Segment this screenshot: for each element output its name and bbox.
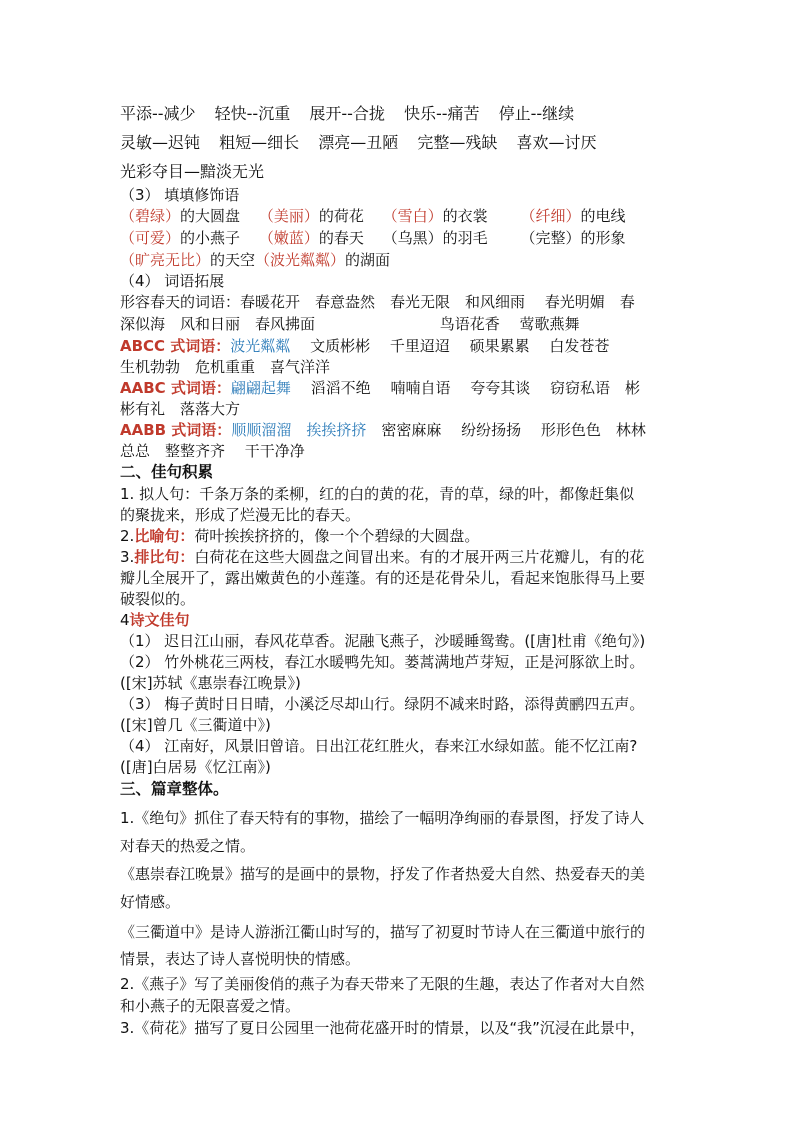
antonym-line-3: 光彩夺目—黯淡无光 xyxy=(120,162,265,181)
antonym-pair: 喜欢—讨厌 xyxy=(516,133,597,152)
section-3-title: 三、篇章整体。 xyxy=(120,780,229,798)
antonym-pair: 平添--减少 xyxy=(120,104,196,123)
modifier-word: （波光粼粼） xyxy=(255,251,346,269)
aabc-example: 翩翩起舞 xyxy=(230,379,291,397)
metaphor-line xyxy=(120,526,479,546)
personification-line-1 xyxy=(120,484,634,504)
abcc-label: ABCC 式词语： xyxy=(120,337,231,355)
antonym-pair: 快乐--痛苦 xyxy=(403,104,480,123)
modifier-noun: 的衣裳 xyxy=(442,207,488,225)
abcc-line-1 xyxy=(120,336,609,356)
antonym-pair: 展开--合拢 xyxy=(309,104,385,123)
parallelism-line-3: 破裂似的。 xyxy=(120,590,196,608)
aabb-example: 挨挨挤挤 xyxy=(306,421,367,439)
spring-words-line-2: 深似海 风和日丽 春风拂面 鸟语花香 莺歌燕舞 xyxy=(120,315,580,333)
modifier-noun: 的小燕子 xyxy=(180,229,241,247)
modifier-word: （可爱） xyxy=(120,229,181,247)
abcc-line-2: 生机勃勃 危机重重 喜气洋洋 xyxy=(120,358,331,376)
summary-a-line-1: 1.《绝句》抓住了春天特有的事物，描绘了一幅明净绚丽的春景图，抒发了诗人 xyxy=(120,809,645,827)
spring-words-line-1: 形容春天的词语：春暖花开 春意盎然 春光无限 和风细雨 春光明媚 春 xyxy=(120,293,635,311)
antonym-pair: 漂亮—丑陋 xyxy=(318,133,399,152)
sentence-label: 1. 拟人句： xyxy=(120,485,200,503)
modifier-word: （纤细） xyxy=(520,207,581,225)
summary-a-line-2: 对春天的热爱之情。 xyxy=(120,837,256,855)
modifier-heading: （3） 填填修饰语 xyxy=(120,186,240,204)
expansion-heading: （4） 词语拓展 xyxy=(120,272,225,290)
poem-2-line-2: ([宋]苏轼《惠崇春江晚景》) xyxy=(120,674,301,692)
modifier-word: （完整） xyxy=(520,229,581,247)
sentence-text: 白荷花在这些大圆盘之间冒出来。有的才展开两三片花瓣儿，有的花 xyxy=(194,548,645,566)
sentence-number: 4 xyxy=(120,611,130,629)
parallelism-line-1 xyxy=(120,547,644,567)
antonym-pair: 粗短—细长 xyxy=(219,133,300,152)
antonym-pair: 灵敏—迟钝 xyxy=(120,133,201,152)
poem-3-line-1: （3） 梅子黄时日日晴，小溪泛尽却山行。绿阴不减来时路，添得黄鹂四五声。 xyxy=(120,695,645,713)
aabb-words: 密密麻麻 纷纷扬扬 形形色色 林林 xyxy=(366,421,646,439)
modifier-noun: 的湖面 xyxy=(345,251,391,269)
aabc-words: 滔滔不绝 喃喃自语 夸夸其谈 窃窃私语 彬 xyxy=(290,379,640,397)
modifier-word: （碧绿） xyxy=(120,207,181,225)
sentence-label: 排比句： xyxy=(134,548,195,566)
summary-b-line-2: 好情感。 xyxy=(120,893,181,911)
sentence-number: 3. xyxy=(120,548,135,566)
aabb-example: 顺顺溜溜 xyxy=(231,421,292,439)
abcc-words: 文质彬彬 千里迢迢 硕果累累 白发苍苍 xyxy=(290,337,610,355)
poem-3-line-2: ([宋]曾几《三衢道中》) xyxy=(120,716,271,734)
antonym-pair: 完整—残缺 xyxy=(417,133,498,152)
modifier-row-2 xyxy=(120,228,625,248)
aabc-line-2: 彬有礼 落落大方 xyxy=(120,400,241,418)
summary-c-line-1: 《三衢道中》是诗人游浙江衢山时写的，描写了初夏时节诗人在三衢道中旅行的 xyxy=(120,923,646,941)
modifier-noun: 的春天 xyxy=(318,229,364,247)
antonym-pair: 轻快--沉重 xyxy=(214,104,291,123)
sentence-label: 比喻句： xyxy=(134,527,195,545)
modifier-word: （嫩蓝） xyxy=(258,229,319,247)
modifier-noun: 的羽毛 xyxy=(442,229,488,247)
poem-4-line-2: ([唐]白居易《忆江南》) xyxy=(120,758,271,776)
summary-d-line-2: 和小燕子的无限喜爱之情。 xyxy=(120,997,301,1015)
modifier-word: （乌黑） xyxy=(382,229,443,247)
summary-b-line-1: 《惠崇春江晚景》描写的是画中的景物，抒发了作者热爱大自然、热爱春天的美 xyxy=(120,865,646,883)
antonym-line-1 xyxy=(120,104,574,124)
poem-1: （1） 迟日江山丽，春风花草香。泥融飞燕子，沙暖睡鸳鸯。([唐]杜甫《绝句》) xyxy=(120,632,646,650)
modifier-word: （雪白） xyxy=(382,207,443,225)
abcc-example: 波光粼粼 xyxy=(230,337,291,355)
summary-d-line-1: 2.《燕子》写了美丽俊俏的燕子为春天带来了无限的生趣，表达了作者对大自然 xyxy=(120,975,645,993)
aabb-line-1 xyxy=(120,420,646,440)
modifier-row-3 xyxy=(120,250,390,270)
poetry-label: 诗文佳句 xyxy=(129,611,190,629)
summary-e-line-1: 3.《荷花》描写了夏日公园里一池荷花盛开时的情景，以及“我”沉浸在此景中， xyxy=(120,1019,645,1037)
modifier-noun: 的天空 xyxy=(210,251,256,269)
aabc-line-1 xyxy=(120,378,640,398)
modifier-noun: 的电线 xyxy=(580,207,626,225)
modifier-noun: 的形象 xyxy=(580,229,626,247)
summary-c-line-2: 情景，表达了诗人喜悦明快的情感。 xyxy=(120,950,361,968)
parallelism-line-2: 瓣儿全展开了，露出嫩黄色的小莲蓬。有的还是花骨朵儿，看起来饱胀得马上要 xyxy=(120,569,646,587)
aabc-label: AABC 式词语： xyxy=(120,379,231,397)
sentence-text: 荷叶挨挨挤挤的，像一个个碧绿的大圆盘。 xyxy=(194,527,480,545)
poetry-heading xyxy=(120,610,190,630)
modifier-word: （美丽） xyxy=(258,207,319,225)
modifier-word: （旷亮无比） xyxy=(120,251,211,269)
poem-4-line-1: （4） 江南好，风景旧曾谙。日出江花红胜火，春来江水绿如蓝。能不忆江南? xyxy=(120,737,638,755)
aabb-label: AABB 式词语： xyxy=(120,421,232,439)
aabb-line-2: 总总 整整齐齐 干干净净 xyxy=(120,442,305,460)
antonym-line-2 xyxy=(120,133,596,153)
sentence-text: 千条万条的柔柳，红的白的黄的花，青的草，绿的叶，都像赶集似 xyxy=(199,485,635,503)
antonym-pair: 停止--继续 xyxy=(498,104,575,123)
modifier-noun: 的荷花 xyxy=(318,207,364,225)
poem-2-line-1: （2） 竹外桃花三两枝，春江水暖鸭先知。蒌蒿满地芦芽短，正是河豚欲上时。 xyxy=(120,653,645,671)
section-2-title: 二、佳句积累 xyxy=(120,463,214,481)
sentence-number: 2. xyxy=(120,527,135,545)
personification-line-2: 的聚拢来，形成了烂漫无比的春天。 xyxy=(120,506,361,524)
modifier-row-1 xyxy=(120,206,625,226)
modifier-noun: 的大圆盘 xyxy=(180,207,241,225)
